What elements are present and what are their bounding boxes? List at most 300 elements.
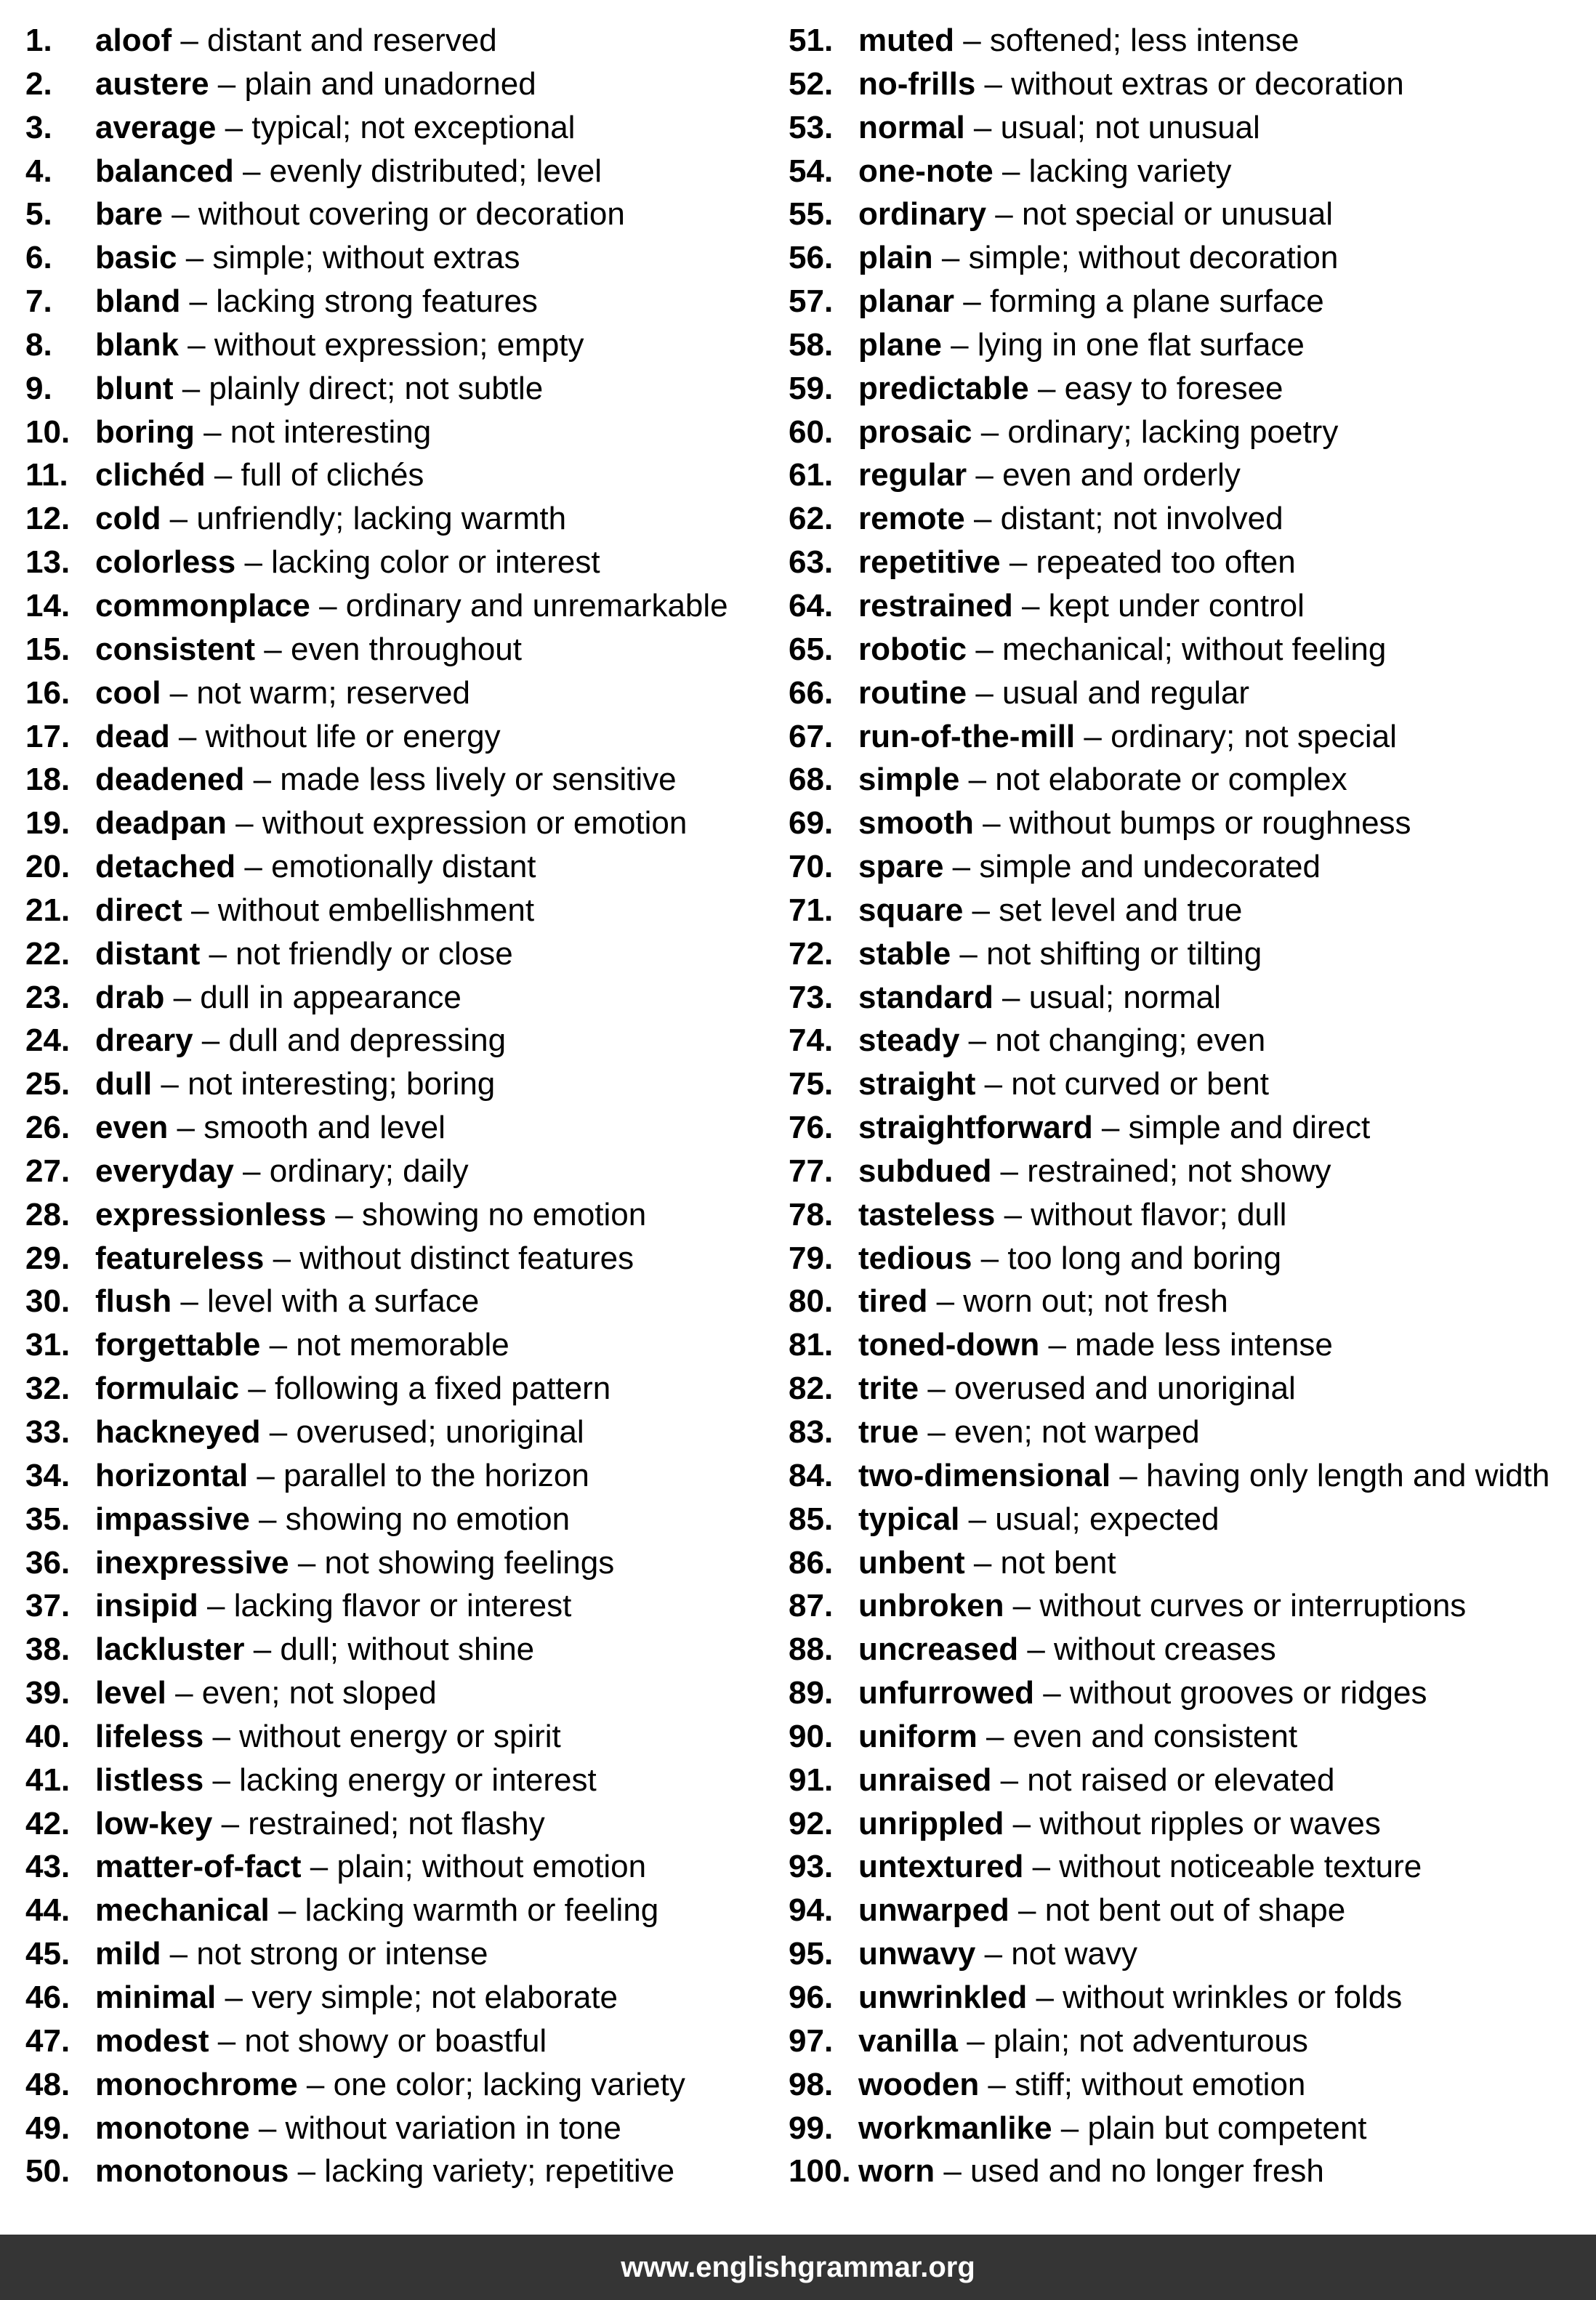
item-word: cold: [95, 501, 161, 537]
item-number: 32.: [25, 1371, 70, 1407]
item-definition: – plain but competent: [1052, 2110, 1367, 2146]
item-entry: [95, 628, 522, 671]
item-word: average: [95, 109, 217, 145]
list-item: [25, 323, 774, 367]
item-definition: – not bent out of shape: [1009, 1892, 1346, 1929]
list-item: [789, 845, 1588, 889]
item-entry: [858, 1367, 1296, 1411]
item-number: 17.: [25, 718, 70, 754]
item-entry: [95, 1454, 589, 1498]
item-word: workmanlike: [858, 2110, 1052, 2146]
item-word: normal: [858, 109, 965, 145]
item-number: 85.: [789, 1501, 834, 1537]
item-definition: – dull in appearance: [164, 979, 462, 1015]
item-definition: – distant and reserved: [172, 23, 497, 58]
list-item: [789, 1323, 1588, 1367]
list-item: [25, 2063, 774, 2107]
item-definition: – without life or energy: [169, 718, 501, 754]
item-entry: [95, 497, 566, 541]
item-definition: – dull and depressing: [193, 1022, 507, 1059]
item-word: simple: [858, 762, 960, 798]
item-definition: – without flavor; dull: [995, 1196, 1287, 1232]
item-definition: – not strong or intense: [161, 1936, 488, 1972]
list-item: [25, 1932, 774, 1976]
item-word: consistent: [95, 631, 256, 667]
item-number: 3.: [25, 109, 52, 145]
item-entry: [95, 1062, 495, 1106]
item-number: 41.: [25, 1762, 70, 1798]
item-definition: – overused; unoriginal: [260, 1414, 584, 1450]
list-item: [789, 1759, 1588, 1802]
item-word: square: [858, 892, 964, 928]
item-entry: [95, 1715, 561, 1759]
list-item: [789, 323, 1588, 367]
item-word: flush: [95, 1283, 172, 1320]
list-item: [25, 411, 774, 454]
item-word: wooden: [858, 2066, 980, 2102]
list-item: [789, 628, 1588, 671]
item-entry: [858, 150, 1231, 193]
item-number: 79.: [789, 1240, 834, 1276]
item-entry: [858, 671, 1249, 715]
item-number: 43.: [25, 1849, 70, 1885]
list-item: [789, 1106, 1588, 1150]
item-entry: [95, 150, 602, 193]
item-definition: – plain; without emotion: [301, 1849, 647, 1885]
item-word: straight: [858, 1066, 976, 1102]
item-entry: [858, 1280, 1228, 1323]
item-word: blank: [95, 326, 179, 363]
item-word: smooth: [858, 805, 974, 842]
item-entry: [95, 671, 470, 715]
item-definition: – lacking color or interest: [235, 544, 600, 581]
item-entry: [95, 802, 687, 845]
list-item: [25, 758, 774, 802]
item-number: 10.: [25, 413, 70, 450]
list-item: [25, 715, 774, 759]
list-item: [789, 1019, 1588, 1062]
list-item: [25, 193, 774, 236]
item-definition: – lacking flavor or interest: [198, 1588, 572, 1624]
item-word: detached: [95, 849, 236, 885]
item-definition: – without expression or emotion: [226, 805, 688, 842]
item-word: bare: [95, 196, 163, 233]
item-number: 68.: [789, 762, 834, 798]
item-number: 42.: [25, 1805, 70, 1841]
item-entry: [95, 1193, 646, 1237]
item-word: modest: [95, 2022, 209, 2059]
item-number: 44.: [25, 1892, 70, 1929]
item-word: inexpressive: [95, 1544, 289, 1581]
item-number: 14.: [25, 587, 70, 624]
list-item: [789, 1802, 1588, 1846]
item-word: toned-down: [858, 1327, 1040, 1363]
item-entry: [858, 1193, 1286, 1237]
item-word: plain: [858, 240, 933, 276]
item-word: deadened: [95, 762, 245, 798]
item-definition: – not memorable: [260, 1327, 509, 1363]
item-definition: – usual and regular: [967, 674, 1250, 711]
item-definition: – even; not warped: [919, 1414, 1200, 1450]
item-entry: [858, 1671, 1427, 1715]
item-entry: [858, 1845, 1422, 1889]
item-definition: – without covering or decoration: [162, 196, 625, 233]
item-entry: [95, 2063, 685, 2107]
item-number: 31.: [25, 1327, 70, 1363]
list-item: [789, 280, 1588, 323]
item-word: standard: [858, 979, 994, 1015]
item-definition: – lacking variety; repetitive: [289, 2153, 675, 2190]
item-number: 58.: [789, 326, 834, 363]
item-number: 19.: [25, 805, 70, 842]
item-number: 48.: [25, 2066, 70, 2102]
item-number: 72.: [789, 935, 834, 972]
list-item: [25, 1150, 774, 1193]
item-number: 7.: [25, 283, 52, 320]
item-number: 88.: [789, 1631, 834, 1668]
item-entry: [95, 1019, 506, 1062]
list-item: [25, 1411, 774, 1454]
item-definition: – set level and true: [963, 892, 1243, 928]
item-number: 54.: [789, 153, 834, 189]
item-number: 9.: [25, 370, 52, 406]
item-definition: – smooth and level: [168, 1110, 446, 1146]
item-definition: – not elaborate or complex: [959, 762, 1347, 798]
item-entry: [858, 1932, 1137, 1976]
item-definition: – softened; less intense: [954, 23, 1299, 58]
item-entry: [95, 845, 536, 889]
item-definition: – showing no emotion: [249, 1501, 571, 1537]
item-entry: [858, 1541, 1116, 1585]
item-entry: [858, 193, 1333, 236]
item-entry: [95, 1671, 437, 1715]
item-number: 22.: [25, 935, 70, 972]
item-entry: [858, 584, 1305, 628]
item-number: 76.: [789, 1110, 834, 1146]
list-item: [25, 1323, 774, 1367]
item-number: 8.: [25, 326, 52, 363]
item-entry: [858, 2063, 1305, 2107]
item-word: unfurrowed: [858, 1675, 1034, 1711]
item-word: boring: [95, 413, 195, 450]
item-entry: [95, 1932, 488, 1976]
item-entry: [858, 1584, 1466, 1628]
list-item: [789, 671, 1588, 715]
item-number: 46.: [25, 1979, 70, 2015]
item-definition: – ordinary; daily: [233, 1153, 469, 1189]
item-number: 18.: [25, 762, 70, 798]
item-entry: [95, 236, 520, 280]
item-word: no-frills: [858, 65, 976, 102]
item-word: lifeless: [95, 1718, 204, 1754]
item-word: insipid: [95, 1588, 198, 1624]
item-number: 82.: [789, 1371, 834, 1407]
item-definition: – ordinary; lacking poetry: [972, 413, 1339, 450]
item-entry: [858, 280, 1324, 323]
item-entry: [95, 1106, 446, 1150]
item-definition: – following a fixed pattern: [239, 1371, 611, 1407]
list-item: [25, 236, 774, 280]
item-word: muted: [858, 23, 954, 58]
item-definition: – full of clichés: [205, 457, 424, 493]
item-word: repetitive: [858, 544, 1001, 581]
item-number: 53.: [789, 109, 834, 145]
list-item: [789, 1237, 1588, 1280]
item-entry: [95, 1976, 618, 2019]
item-definition: – without variation in tone: [249, 2110, 621, 2146]
item-definition: – distant; not involved: [964, 501, 1283, 537]
item-number: 86.: [789, 1544, 834, 1581]
item-definition: – restrained; not flashy: [212, 1805, 545, 1841]
item-word: unbroken: [858, 1588, 1004, 1624]
list-item: [25, 280, 774, 323]
item-entry: [95, 193, 625, 236]
list-item: [789, 367, 1588, 411]
item-number: 15.: [25, 631, 70, 667]
item-definition: – parallel to the horizon: [248, 1457, 589, 1493]
list-item: [789, 715, 1588, 759]
item-entry: [95, 1584, 571, 1628]
item-number: 78.: [789, 1196, 834, 1232]
item-word: subdued: [858, 1153, 992, 1189]
list-item: [789, 193, 1588, 236]
item-word: even: [95, 1110, 169, 1146]
item-number: 5.: [25, 196, 52, 233]
item-word: balanced: [95, 153, 234, 189]
item-number: 12.: [25, 501, 70, 537]
item-entry: [858, 802, 1411, 845]
item-number: 62.: [789, 501, 834, 537]
item-word: impassive: [95, 1501, 250, 1537]
item-word: bland: [95, 283, 181, 320]
item-definition: – plain and unadorned: [209, 65, 536, 102]
item-word: typical: [858, 1501, 960, 1537]
item-word: two-dimensional: [858, 1457, 1111, 1493]
list-item: [25, 1541, 774, 1585]
list-item: [789, 1584, 1588, 1628]
item-word: formulaic: [95, 1371, 240, 1407]
list-item: [789, 1541, 1588, 1585]
list-item: [789, 2063, 1588, 2107]
item-word: horizontal: [95, 1457, 249, 1493]
item-number: 38.: [25, 1631, 70, 1668]
item-number: 1.: [25, 23, 52, 58]
item-number: 37.: [25, 1588, 70, 1624]
item-word: dead: [95, 718, 170, 754]
item-entry: [858, 976, 1221, 1020]
item-definition: – lacking strong features: [180, 283, 538, 320]
list-item: [789, 2150, 1588, 2193]
item-definition: – without energy or spirit: [203, 1718, 561, 1754]
item-word: expressionless: [95, 1196, 326, 1232]
item-word: matter-of-fact: [95, 1849, 302, 1885]
item-word: minimal: [95, 1979, 217, 2015]
item-definition: – evenly distributed; level: [233, 153, 602, 189]
item-word: routine: [858, 674, 967, 711]
list-item: [789, 584, 1588, 628]
list-item: [25, 671, 774, 715]
item-word: featureless: [95, 1240, 265, 1276]
item-number: 97.: [789, 2022, 834, 2059]
item-word: cool: [95, 674, 161, 711]
item-definition: – without noticeable texture: [1023, 1849, 1422, 1885]
item-word: stable: [858, 935, 951, 972]
item-word: monotone: [95, 2110, 250, 2146]
item-word: drab: [95, 979, 165, 1015]
item-entry: [95, 1889, 658, 1932]
item-word: unwarped: [858, 1892, 1009, 1929]
item-definition: – ordinary and unremarkable: [310, 587, 728, 624]
item-number: 93.: [789, 1849, 834, 1885]
list-item: [25, 367, 774, 411]
item-entry: [95, 1541, 614, 1585]
item-word: uniform: [858, 1718, 978, 1754]
item-definition: – without ripples or waves: [1004, 1805, 1381, 1841]
item-definition: – not raised or elevated: [991, 1762, 1335, 1798]
item-definition: – not bent: [964, 1544, 1116, 1581]
item-definition: – even throughout: [255, 631, 522, 667]
item-number: 61.: [789, 457, 834, 493]
item-definition: – not showy or boastful: [209, 2022, 547, 2059]
item-definition: – usual; not unusual: [964, 109, 1260, 145]
list-item: [25, 1237, 774, 1280]
list-item: [25, 1193, 774, 1237]
item-number: 33.: [25, 1414, 70, 1450]
list-item: [789, 1454, 1588, 1498]
item-entry: [95, 758, 677, 802]
item-word: plane: [858, 326, 942, 363]
item-word: restrained: [858, 587, 1013, 624]
list-item: [25, 628, 774, 671]
list-item: [789, 1193, 1588, 1237]
item-definition: – without embellishment: [182, 892, 535, 928]
item-number: 47.: [25, 2022, 70, 2059]
list-item: [789, 1280, 1588, 1323]
item-definition: – lacking warmth or feeling: [269, 1892, 659, 1929]
item-number: 96.: [789, 1979, 834, 2015]
item-number: 52.: [789, 65, 834, 102]
item-number: 67.: [789, 718, 834, 754]
item-word: direct: [95, 892, 182, 928]
list-item: [25, 1628, 774, 1671]
item-entry: [858, 758, 1347, 802]
item-entry: [95, 280, 538, 323]
item-entry: [858, 1715, 1297, 1759]
item-number: 75.: [789, 1066, 834, 1102]
item-word: predictable: [858, 370, 1029, 406]
item-word: monotonous: [95, 2153, 289, 2190]
footer-bar: [0, 2235, 1596, 2300]
item-number: 45.: [25, 1936, 70, 1972]
list-item: [789, 150, 1588, 193]
item-entry: [858, 2107, 1367, 2150]
list-item: [789, 1889, 1588, 1932]
item-word: hackneyed: [95, 1414, 261, 1450]
item-number: 26.: [25, 1110, 70, 1146]
item-definition: – without extras or decoration: [975, 65, 1404, 102]
item-word: commonplace: [95, 587, 310, 624]
item-number: 51.: [789, 23, 834, 58]
item-entry: [858, 1106, 1370, 1150]
item-number: 83.: [789, 1414, 834, 1450]
list-item: [25, 1019, 774, 1062]
item-word: forgettable: [95, 1327, 261, 1363]
item-number: 91.: [789, 1762, 834, 1798]
item-entry: [95, 715, 501, 759]
item-definition: – one color; lacking variety: [297, 2066, 685, 2102]
list-item: [789, 1671, 1588, 1715]
item-word: unraised: [858, 1762, 992, 1798]
item-definition: – very simple; not elaborate: [216, 1979, 618, 2015]
list-item: [25, 2107, 774, 2150]
item-entry: [95, 106, 575, 150]
item-number: 23.: [25, 979, 70, 1015]
list-item: [789, 1715, 1588, 1759]
list-item: [25, 2150, 774, 2193]
item-definition: – not changing; even: [959, 1022, 1266, 1059]
list-item: [25, 150, 774, 193]
item-entry: [95, 1628, 534, 1671]
item-entry: [858, 628, 1386, 671]
item-number: 4.: [25, 153, 52, 189]
item-definition: – usual; normal: [993, 979, 1221, 1015]
item-entry: [95, 584, 728, 628]
item-definition: – having only length and width: [1111, 1457, 1550, 1493]
item-definition: – made less intense: [1039, 1327, 1333, 1363]
item-definition: – without wrinkles or folds: [1027, 1979, 1403, 2015]
item-entry: [858, 1454, 1549, 1498]
item-word: tasteless: [858, 1196, 996, 1232]
item-entry: [858, 1411, 1200, 1454]
list-item: [789, 1498, 1588, 1541]
item-definition: – not wavy: [975, 1936, 1137, 1972]
item-definition: – even; not sloped: [166, 1675, 437, 1711]
item-number: 98.: [789, 2066, 834, 2102]
item-entry: [858, 1237, 1281, 1280]
list-item: [25, 889, 774, 932]
item-word: level: [95, 1675, 166, 1711]
item-number: 25.: [25, 1066, 70, 1102]
item-word: dull: [95, 1066, 153, 1102]
item-definition: – unfriendly; lacking warmth: [161, 501, 567, 537]
item-entry: [858, 889, 1242, 932]
item-number: 30.: [25, 1283, 70, 1320]
item-word: deadpan: [95, 805, 227, 842]
item-entry: [95, 323, 584, 367]
item-entry: [858, 845, 1321, 889]
list-item: [789, 411, 1588, 454]
item-number: 65.: [789, 631, 834, 667]
item-entry: [95, 2019, 547, 2063]
item-number: 90.: [789, 1718, 834, 1754]
item-entry: [858, 411, 1338, 454]
item-entry: [858, 1628, 1276, 1671]
item-entry: [95, 932, 513, 976]
item-definition: – typical; not exceptional: [216, 109, 576, 145]
item-number: 34.: [25, 1457, 70, 1493]
item-entry: [858, 1062, 1269, 1106]
item-entry: [858, 1802, 1381, 1846]
item-definition: – not warm; reserved: [161, 674, 470, 711]
item-word: low-key: [95, 1805, 213, 1841]
item-entry: [858, 1323, 1333, 1367]
item-definition: – mechanical; without feeling: [967, 631, 1387, 667]
list-item: [25, 976, 774, 1020]
item-number: 50.: [25, 2153, 70, 2190]
item-entry: [95, 19, 497, 62]
item-definition: – not showing feelings: [289, 1544, 615, 1581]
item-definition: – forming a plane surface: [954, 283, 1324, 320]
